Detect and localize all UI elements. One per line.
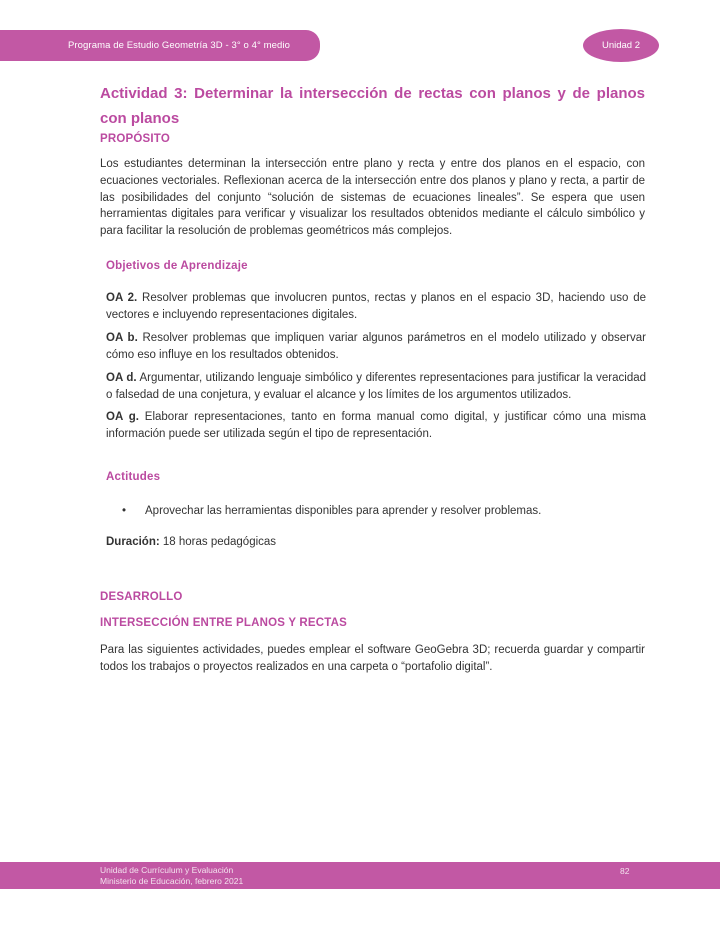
- unit-badge-label: Unidad 2: [601, 40, 641, 51]
- oa-item: [106, 370, 646, 404]
- oa-item-text: Resolver problemas que impliquen variar algunos parámetros en el modelo utilizado y observar cómo eso influye en los resultados obtenidos.: [106, 331, 646, 361]
- header-program-label: Programa de Estudio Geometría 3D - 3° o 4° medio: [67, 40, 290, 51]
- oa-item-label: OA b.: [106, 331, 138, 344]
- page-number: 82: [620, 866, 630, 876]
- oa-item-text: Resolver problemas que involucren puntos, rectas y planos en el espacio 3D, haciendo uso de vectores e incluyendo representaciones digitales.: [106, 292, 647, 321]
- desarrollo-paragraph: Para las siguientes actividades, puedes emplear el software GeoGebra 3D; recuerda guardar y compartir todos los trabajos o proyectos realizados en una carpeta o “portafolio digital”.: [100, 644, 645, 673]
- oa-item-text: Argumentar, utilizando lenguaje simbólico y diferentes representaciones para justificar la veracidad o falsedad de una conjetura, y evaluar el alcance y los límites de los argumentos utilizados.: [106, 371, 647, 401]
- actitudes-bullet-text: Aprovechar las herramientas disponibles para aprender y resolver problemas.: [145, 505, 542, 517]
- duracion-label: Duración:: [106, 536, 160, 548]
- desarrollo-heading: DESARROLLO: [100, 591, 183, 603]
- interseccion-subheading: INTERSECCIÓN ENTRE PLANOS Y RECTAS: [100, 617, 348, 629]
- oa-item: [106, 290, 646, 324]
- bullet-icon: •: [122, 505, 127, 517]
- unit-badge: [583, 29, 659, 62]
- footer-line2: Ministerio de Educación, febrero 2021: [100, 876, 244, 886]
- objetivos-heading: Objetivos de Aprendizaje: [106, 260, 248, 272]
- footer-bar: [0, 862, 720, 889]
- actitudes-heading: Actitudes: [106, 471, 161, 483]
- oa-item: [106, 409, 646, 443]
- oa-item-text: Elaborar representaciones, tanto en forma manual como digital, y justificar cómo una misma información puede ser utilizada según el tipo de representación.: [106, 411, 647, 441]
- activity-title: Actividad 3: Determinar la intersección de rectas con planos y de planos con planos: [100, 85, 645, 127]
- duracion-value: 18 horas pedagógicas: [159, 536, 277, 548]
- footer-line1: Unidad de Currículum y Evaluación: [100, 865, 234, 875]
- oa-item-label: OA g.: [106, 411, 139, 424]
- duracion-row: [106, 536, 276, 548]
- oa-item-label: OA 2.: [106, 292, 138, 304]
- proposito-heading: PROPÓSITO: [100, 133, 170, 145]
- oa-item-label: OA d.: [106, 371, 137, 384]
- oa-item: [106, 330, 646, 364]
- proposito-paragraph: Los estudiantes determinan la intersección entre plano y recta y entre dos planos en el espacio, con ecuaciones vectoriales. Reflexionan acerca de la intersección entre dos planos y plano y recta, a partir de las posibilidades del conjunto “solución de sistemas de ecuaciones lineales”. Se espera que usen herramientas digitales para verificar y visualizar los resultados obtenidos mediante el cálculo simbólico y para facilitar la resolución de problemas geométricos más complejos.: [100, 158, 645, 238]
- footer-credits: [100, 865, 243, 887]
- actitudes-bullet-item: [122, 503, 632, 520]
- header-program-banner: [0, 30, 320, 61]
- objetivos-section: [106, 259, 646, 449]
